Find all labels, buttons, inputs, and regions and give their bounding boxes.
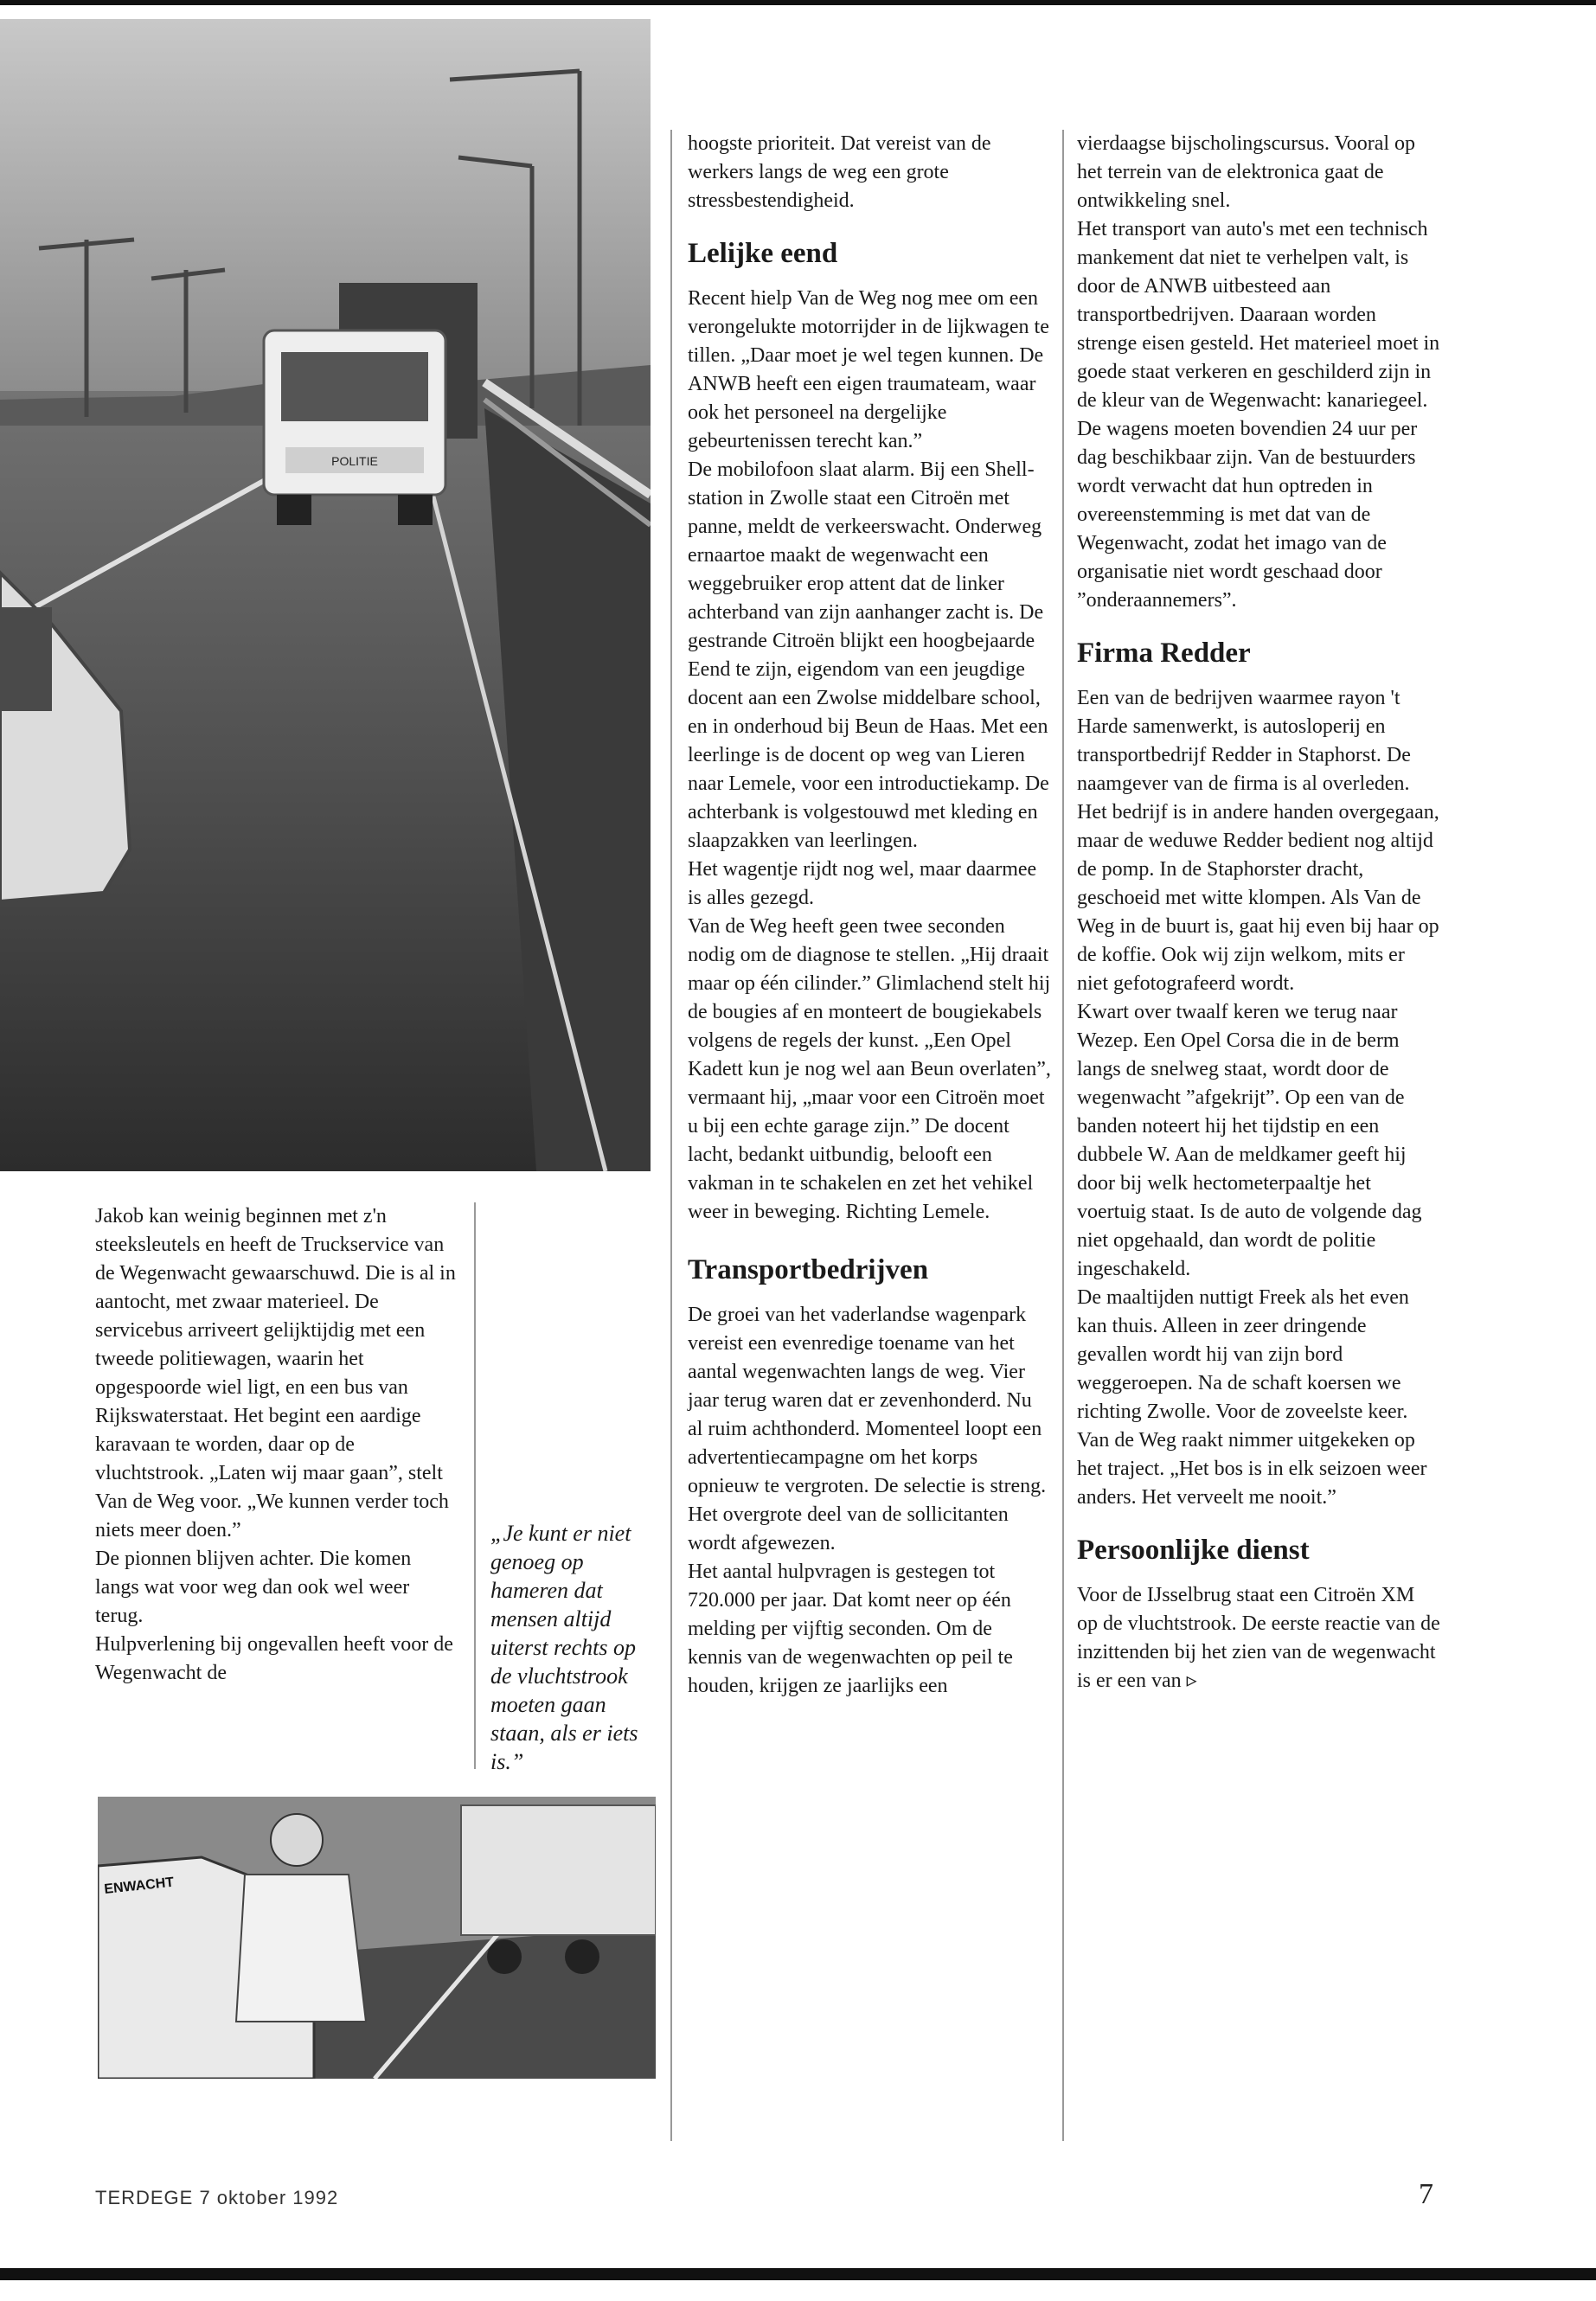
footer-source: TERDEGE 7 oktober 1992: [95, 2187, 339, 2208]
col4-paragraph: Kwart over twaalf keren we terug naar Wezep. Een Opel Corsa die in de berm langs de snelweg staat, wordt door de wegenwacht ”afgekrijt”. Op een van de banden noteert hij het tijdstip en een dubbele W. Aan de meldkamer geeft hij door bij welk hectometerpaaltje het voertuig staat. Is de auto de volgende dag niet opgehaald, dan wordt de politie ingeschakeld.: [1077, 1001, 1422, 1280]
car-lettering: ENWACHT: [103, 1875, 175, 1897]
col4-paragraph: De maaltijden nuttigt Freek als het even kan thuis. Alleen in zeer dringende gevallen wordt hij van zijn bord weggeroepen. Na de schaft koersen we richting Zwolle. Voor de zoveelste keer. Van de Weg raakt nimmer uitgekeken op het traject. „Het bos is in elk seizoen weer anders. Het verveelt me nooit.”: [1077, 1286, 1427, 1509]
bottom-rule: [0, 2268, 1596, 2280]
article-column-3: [1077, 130, 1440, 1695]
column-divider: [474, 1202, 476, 1769]
photo-wegenwacht-worker: [98, 1797, 656, 2079]
article-column-2: [688, 130, 1051, 1701]
column-divider: [1062, 130, 1064, 2141]
col4-paragraph: Voor de IJsselbrug staat een Citroën XM op de vluchtstrook. De eerste reactie van de inzittenden bij het zien van de wegenwacht is er een van ▹: [1077, 1584, 1440, 1692]
heading-persoonlijke-dienst: Persoonlijke dienst: [1077, 1535, 1310, 1566]
photo-highway-police-van: [0, 19, 651, 1171]
heading-firma-redder: Firma Redder: [1077, 638, 1251, 669]
col3-paragraph: Van de Weg heeft geen twee seconden nodig om de diagnose te stellen. „Hij draait maar op één cilinder.” Glimlachend stelt hij de bougies af en monteert de bougiekabels volgens de regels der kunst. „Een Opel Kadett kun je nog wel aan Beun overlaten”, vermaant hij, „maar voor een Citroën moet u bij een echte garage zijn.” De docent lacht, bedankt uitbundig, belooft een vakman in te schakelen en zet het vehikel weer in beweging. Richting Lemele.: [688, 915, 1051, 1223]
col1-paragraph: De pionnen blijven achter. Die komen langs wat voor weg dan ook wel weer terug.: [95, 1548, 412, 1627]
col3-paragraph: Het wagentje rijdt nog wel, maar daarmee is alles gezegd.: [688, 858, 1037, 909]
col1-paragraph: Jakob kan weinig beginnen met z'n steeksleutels en heeft de Truckservice van de Wegenwacht gewaarschuwd. Die is al in aantocht, met zwaar materieel. De servicebus arriveert gelijktijdig met een tweede politiewagen, waarin het opgespoorde wiel ligt, en een bus van Rijkswaterstaat. Het begint een aardige karavaan te worden, daar op de vluchtstrook. „Laten wij maar gaan”, stelt Van de Weg voor. „We kunnen verder toch niets meer doen.”: [95, 1205, 456, 1541]
photo-highway-illustration: [0, 19, 651, 1171]
column-divider: [670, 130, 672, 2141]
col4-paragraph: Een van de bedrijven waarmee rayon 't Harde samenwerkt, is autosloperij en transportbedrijf Redder in Staphorst. De naamgever van de firma is al overleden. Het bedrijf is in andere handen overgegaan, maar de weduwe Redder bedient nog altijd de pomp. In de Staphorster dracht, geschoeid met witte klompen. Als Van de Weg in de buurt is, gaat hij even bij haar op de koffie. Ook wij zijn welkom, mits er niet gefotografeerd wordt.: [1077, 687, 1439, 995]
col4-paragraph: vierdaagse bijscholingscursus. Vooral op het terrein van de elektronica gaat de ontwikkeling snel.: [1077, 132, 1416, 212]
photo-worker-illustration: [98, 1797, 656, 2079]
top-rule: [0, 0, 1596, 5]
heading-lelijke-eend: Lelijke eend: [688, 238, 838, 269]
article-column-1: [95, 1202, 458, 1688]
col3-paragraph: Recent hielp Van de Weg nog mee om een verongelukte motorrijder in de lijkwagen te tillen. „Daar moet je wel tegen kunnen. De ANWB heeft een eigen traumateam, waar ook het personeel na dergelijke gebeurtenissen terecht kan.”: [688, 287, 1049, 452]
col4-paragraph: Het transport van auto's met een technisch mankement dat niet te verhelpen valt, is door de ANWB uitbesteed aan transportbedrijven. Daaraan worden strenge eisen gesteld. Het materieel moet in goede staat verkeren en geschilderd zijn in de kleur van de Wegenwacht: kanariegeel. De wagens moeten bovendien 24 uur per dag beschikbaar zijn. Van de bestuurders wordt verwacht dat hun optreden in overeenstemming is met dat van de Wegenwacht, zodat het imago van de organisatie niet wordt geschaad door ”onderaannemers”.: [1077, 218, 1440, 612]
col3-paragraph: De mobilofoon slaat alarm. Bij een Shell-station in Zwolle staat een Citroën met panne, meldt de verkeerswacht. Onderweg ernaartoe maakt de wegenwacht een weggebruiker erop attent dat de linker achterband van zijn aanhanger zacht is. De gestrande Citroën blijkt een hoogbejaarde Eend te zijn, eigendom van een jeugdige docent aan een Zwolse middelbare school, en in onderhoud bij Beun de Haas. Met een leerlinge is de docent op weg van Lieren naar Lemele, voor een introductiekamp. De achterbank is volgestouwd met kleding en slaapzakken van leerlingen.: [688, 458, 1049, 852]
col3-paragraph: De groei van het vaderlandse wagenpark vereist een evenredige toename van het aantal wegenwachten langs de weg. Vier jaar terug waren dat er zevenhonderd. Nu al ruim achthonderd. Momenteel loopt een advertentiecampagne om het korps opnieuw te vergroten. De selectie is streng. Het overgrote deel van de sollicitanten wordt afgewezen.: [688, 1304, 1047, 1554]
pull-quote: „Je kunt er niet genoeg op hameren dat mensen altijd uiterst rechts op de vluchtstrook moeten gaan staan, als er iets is.”: [490, 1521, 638, 1774]
heading-transportbedrijven: Transportbedrijven: [688, 1254, 929, 1285]
van-plate-text: POLITIE: [331, 454, 378, 468]
col3-paragraph: Het aantal hulpvragen is gestegen tot 720.000 per jaar. Dat komt neer op één melding per vijftig seconden. Om de kennis van de wegenwachten op peil te houden, krijgen ze jaarlijks een: [688, 1561, 1013, 1697]
col3-intro: hoogste prioriteit. Dat vereist van de werkers langs de weg een grote stressbestendigheid.: [688, 132, 991, 212]
col1-paragraph: Hulpverlening bij ongevallen heeft voor de Wegenwacht de: [95, 1633, 453, 1684]
page-number: 7: [1419, 2178, 1433, 2210]
